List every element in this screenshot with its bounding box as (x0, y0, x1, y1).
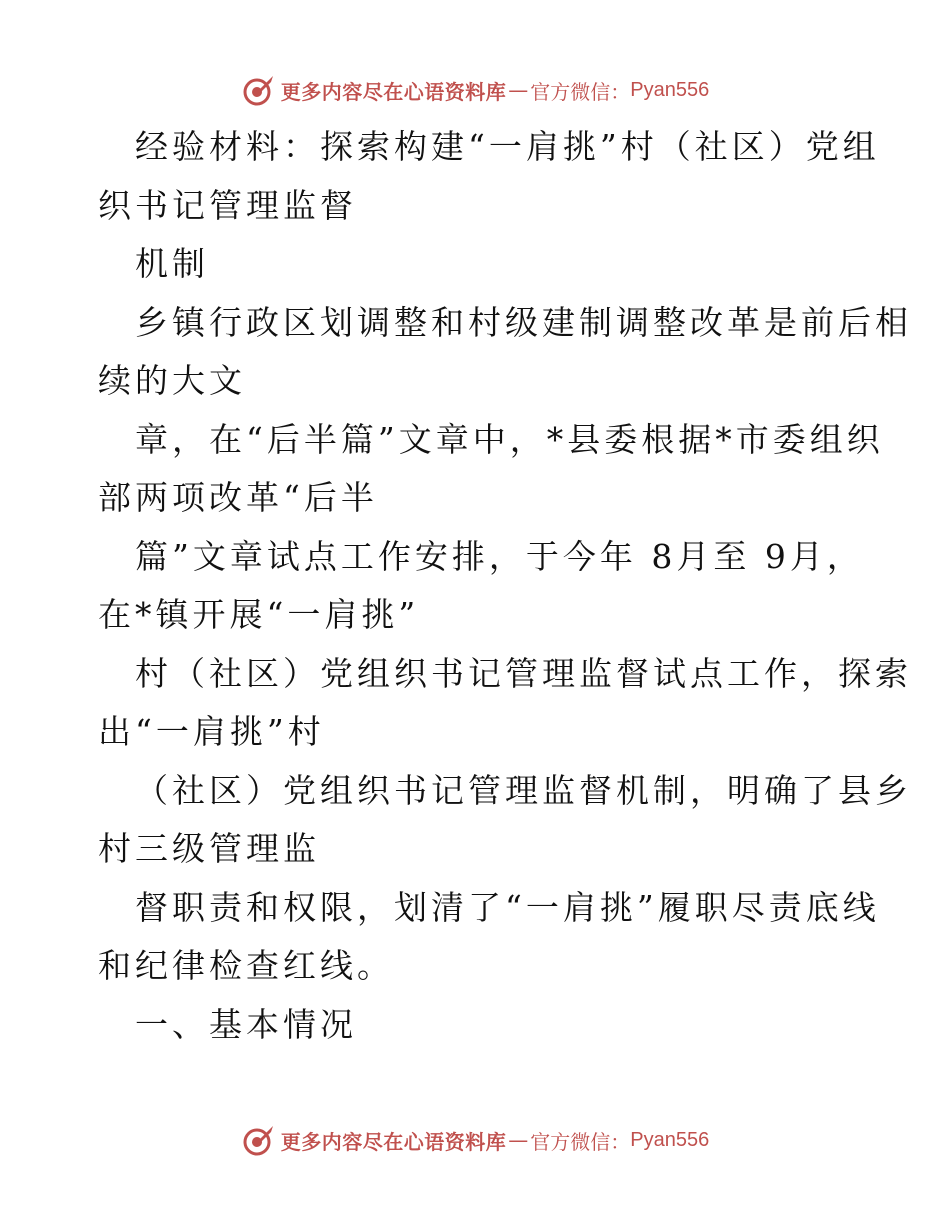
doc-line: 经验材料：探索构建“一肩挑”村（社区）党组 (135, 127, 880, 166)
banner-dash: — (508, 1128, 529, 1152)
quill-logo-icon (241, 1122, 277, 1158)
doc-line: 部两项改革“后半 (98, 478, 378, 517)
doc-line: 机制 (135, 244, 209, 283)
quill-logo-icon (241, 72, 277, 108)
doc-line: 篇”文章试点工作安排，于今年 8月至 9月， (135, 536, 864, 576)
doc-line: 续的大文 (98, 361, 246, 400)
footer-banner (0, 1120, 950, 1160)
doc-line: （社区）党组织书记管理监督机制，明确了县乡 (135, 770, 912, 810)
section-heading: 一、基本情况 (135, 1004, 357, 1044)
doc-line: 村（社区）党组织书记管理监督试点工作，探索 (135, 653, 912, 693)
doc-line: 出“一肩挑”村 (98, 712, 325, 751)
document-body (98, 118, 912, 1054)
doc-line: 和纪律检查红线。 (98, 946, 394, 985)
banner-dash: — (508, 78, 529, 102)
doc-line: 乡镇行政区划调整和村级建制调整改革是前后相 (135, 302, 912, 342)
header-banner (0, 70, 950, 110)
banner-sub-text: 官方微信： (530, 1129, 631, 1154)
doc-line: 在*镇开展“一肩挑” (98, 595, 420, 634)
banner-sub-text: 官方微信： (530, 79, 631, 104)
banner-main-text: 更多内容尽在心语资料库 (280, 1129, 507, 1154)
doc-line: 章，在“后半篇”文章中，*县委根据*市委组织 (135, 419, 884, 459)
banner-wechat-id: Pyan556 (630, 1128, 710, 1151)
doc-line: 督职责和权限，划清了“一肩挑”履职尽责底线 (135, 887, 880, 927)
banner-main-text: 更多内容尽在心语资料库 (280, 79, 507, 104)
doc-line: 织书记管理监督 (98, 185, 357, 225)
doc-line: 村三级管理监 (98, 829, 320, 868)
banner-wechat-id: Pyan556 (630, 78, 710, 101)
